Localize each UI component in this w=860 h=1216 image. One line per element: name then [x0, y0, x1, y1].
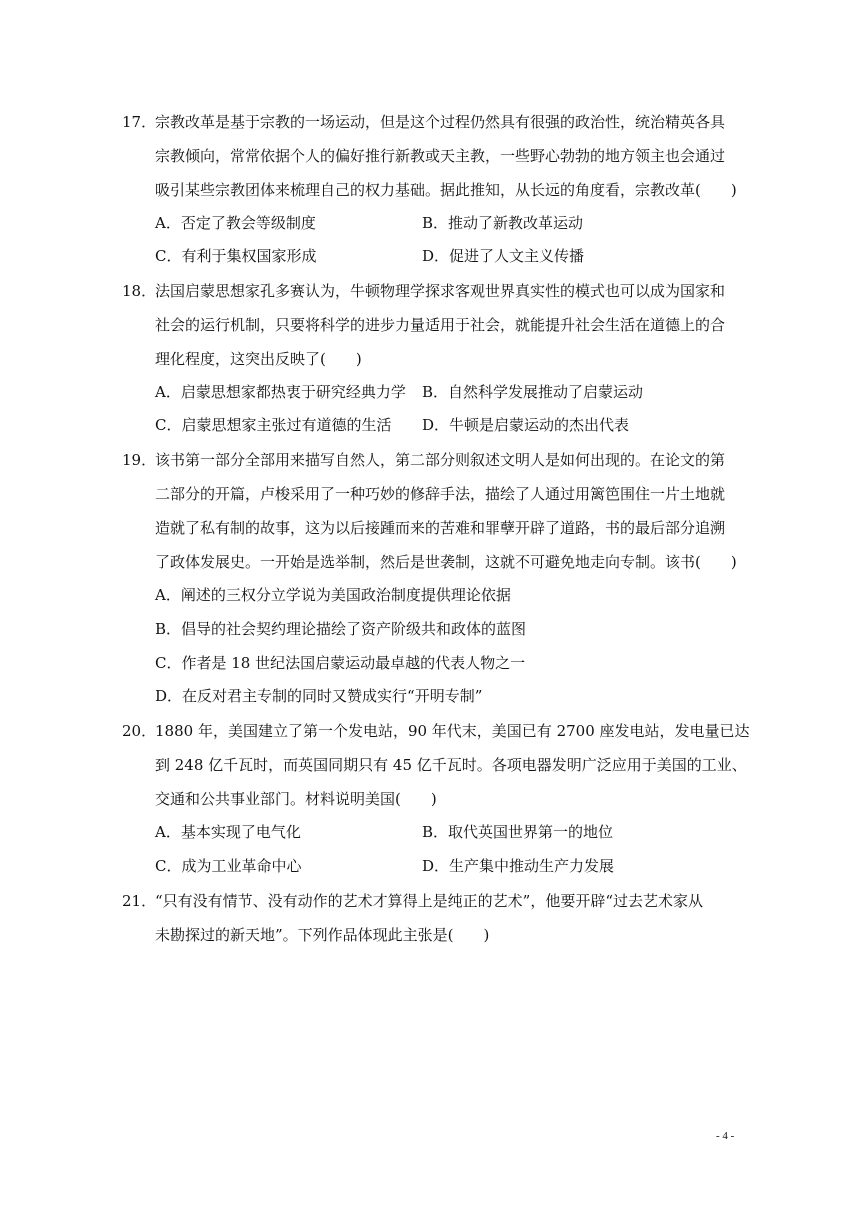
option-b: B．自然科学发展推动了启蒙运动 [422, 383, 644, 401]
question-number: 17． [122, 113, 157, 131]
option-b: B．倡导的社会契约理论描绘了资产阶级共和政体的蓝图 [155, 620, 527, 638]
option-d: D．牛顿是启蒙运动的杰出代表 [422, 416, 630, 434]
question-text-line: 1880 年，美国建立了第一个发电站，90 年代末，美国已有 2700 座发电站，发电量已达 [155, 722, 750, 740]
option-a: A．基本实现了电气化 [155, 823, 301, 841]
option-a: A．启蒙思想家都热衷于研究经典力学 [155, 383, 406, 401]
question-text-line: 该书第一部分全部用来描写自然人，第二部分则叙述文明人是如何出现的。在论文的第 [155, 451, 726, 469]
question-text-line: 到 248 亿千瓦时，而英国同期只有 45 亿千瓦时。各项电器发明广泛应用于美国的工业、 [155, 756, 747, 774]
question-text-line: “只有没有情节、没有动作的艺术才算得上是纯正的艺术”，他要开辟“过去艺术家从 [155, 892, 704, 910]
question-number: 21． [122, 892, 157, 910]
page-number: - 4 - [716, 1130, 735, 1142]
option-d: D．促进了人文主义传播 [422, 247, 585, 265]
question-text-line: 未勘探过的新天地”。下列作品体现此主张是( ) [155, 926, 490, 944]
question-number: 20． [122, 722, 157, 740]
option-b: B．取代英国世界第一的地位 [422, 823, 614, 841]
option-c: C．作者是 18 世纪法国启蒙运动最卓越的代表人物之一 [155, 654, 526, 672]
question-text-line: 理化程度，这突出反映了( ) [155, 350, 362, 368]
question-text-line: 吸引某些宗教团体来梳理自己的权力基础。据此推知，从长远的角度看，宗教改革( ) [155, 181, 737, 199]
question-number: 19． [122, 451, 157, 469]
option-c: C．成为工业革命中心 [155, 857, 302, 875]
question-text-line: 法国启蒙思想家孔多赛认为，牛顿物理学探求客观世界真实性的模式也可以成为国家和 [155, 282, 726, 300]
question-text-line: 二部分的开篇，卢梭采用了一种巧妙的修辞手法，描绘了人通过用篱笆围住一片土地就 [155, 485, 726, 503]
option-a: A．否定了教会等级制度 [155, 214, 316, 232]
option-d: D．生产集中推动生产力发展 [422, 857, 615, 875]
question-text-line: 造就了私有制的故事，这为以后接踵而来的苦难和罪孽开辟了道路，书的最后部分追溯 [155, 519, 726, 537]
option-b: B．推动了新教改革运动 [422, 214, 584, 232]
question-text-line: 了政体发展史。一开始是选举制，然后是世袭制，这就不可避免地走向专制。该书( ) [155, 553, 737, 571]
option-c: C．启蒙思想家主张过有道德的生活 [155, 416, 392, 434]
question-text-line: 宗教改革是基于宗教的一场运动，但是这个过程仍然具有很强的政治性，统治精英各具 [155, 113, 726, 131]
option-c: C．有利于集权国家形成 [155, 247, 317, 265]
option-a: A．阐述的三权分立学说为美国政治制度提供理论依据 [155, 586, 511, 604]
question-text-line: 社会的运行机制，只要将科学的进步力量适用于社会，就能提升社会生活在道德上的合 [155, 316, 726, 334]
question-number: 18． [122, 282, 157, 300]
option-d: D．在反对君主专制的同时又赞成实行“开明专制” [155, 687, 483, 705]
question-text-line: 宗教倾向，常常依据个人的偏好推行新教或天主教，一些野心勃勃的地方领主也会通过 [155, 147, 726, 165]
question-text-line: 交通和公共事业部门。材料说明美国( ) [155, 790, 437, 808]
